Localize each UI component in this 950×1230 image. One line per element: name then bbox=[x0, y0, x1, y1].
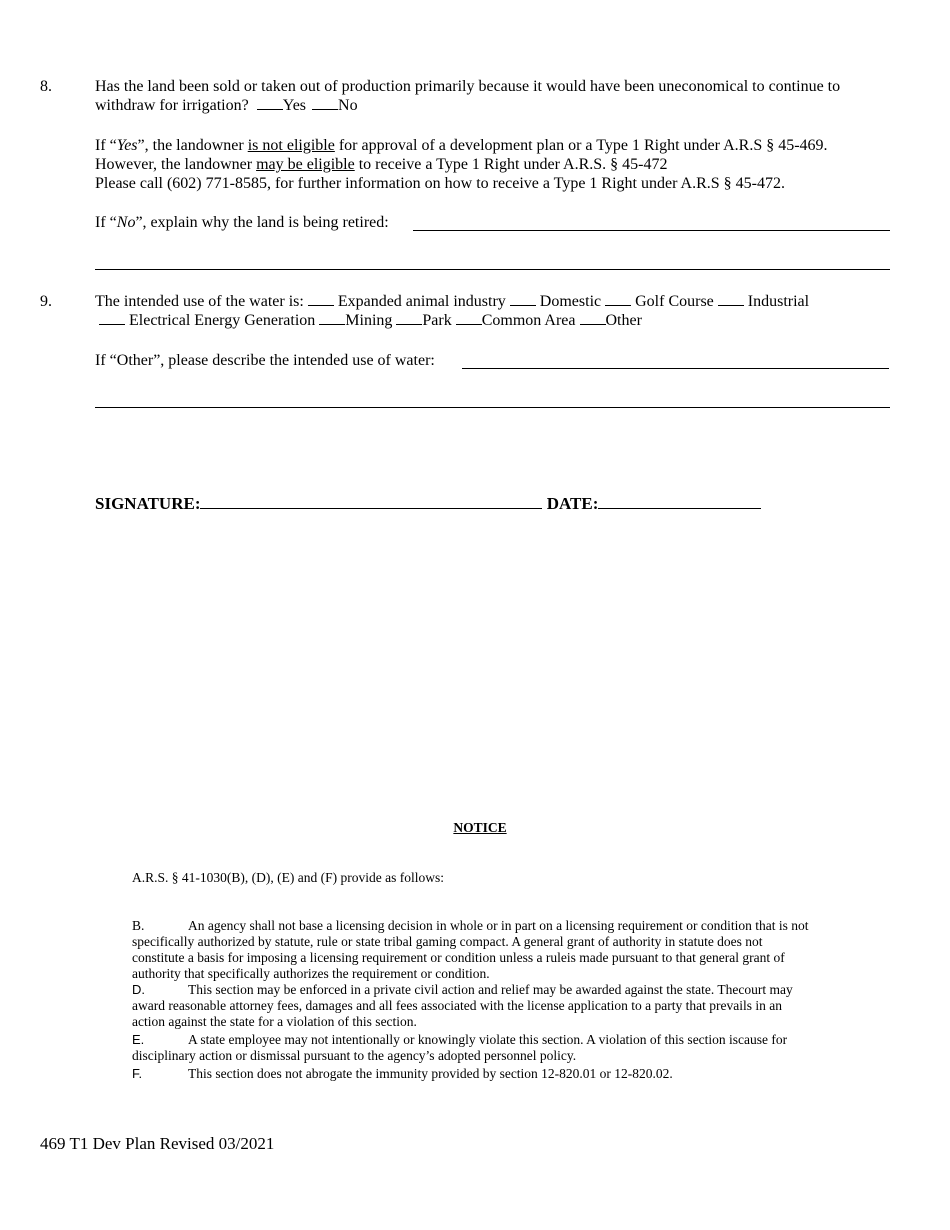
q8-may-be-eligible: may be eligible bbox=[256, 156, 355, 173]
q8-however-prefix: However, the landowner bbox=[95, 156, 257, 173]
notice-item-label: D. bbox=[132, 982, 145, 997]
q9-park-label: Park bbox=[422, 312, 452, 329]
notice-intro: A.R.S. § 41-1030(B), (D), (E) and (F) provide as follows: bbox=[132, 870, 444, 885]
notice-item-label: F. bbox=[132, 1066, 143, 1081]
q8-call-line: Please call (602) 771-8585, for further information on how to receive a Type 1 Right under A.R.S § 45-472. bbox=[95, 175, 785, 192]
q8-yes-prefix: If “ bbox=[95, 137, 117, 154]
q8-number: 8. bbox=[40, 78, 52, 95]
q9-park-blank[interactable] bbox=[396, 311, 422, 325]
q9-golf-blank[interactable] bbox=[605, 292, 631, 306]
notice-title: NOTICE bbox=[453, 820, 507, 835]
q9-golf-label: Golf Course bbox=[635, 293, 714, 310]
q9-intro: The intended use of the water is: bbox=[95, 293, 304, 310]
q8-yes-label: Yes bbox=[282, 97, 307, 114]
notice-item-text: An agency shall not base a licensing decision in whole or in part on a licensing requirement or condition that is not specifically authorized by statute, rule or state tribal gaming compact. A general grant of authority in statute does not constitute a basis for imposing a licensing requirement or condition unless a ruleis made pursuant to that general grant of authority that specifically authorizes the requirement or condition. bbox=[132, 918, 809, 981]
q8-no-rest: ”, explain why the land is being retired: bbox=[135, 214, 389, 231]
notice-item-f bbox=[132, 1066, 812, 1082]
q9-electrical-blank[interactable] bbox=[99, 311, 125, 325]
q9-other-prompt: If “Other”, please describe the intended use of water: bbox=[95, 352, 435, 369]
q9-other-description-line2[interactable] bbox=[95, 407, 890, 408]
q9-other-description-field[interactable] bbox=[462, 368, 889, 369]
q9-common-blank[interactable] bbox=[456, 311, 482, 325]
q8-no-blank[interactable] bbox=[312, 96, 338, 110]
q9-domestic-blank[interactable] bbox=[510, 292, 536, 306]
q9-industrial-blank[interactable] bbox=[718, 292, 744, 306]
notice-item-text: A state employee may not intentionally or knowingly violate this section. A violation of this section iscause for disciplinary action or dismissal pursuant to the agency’s adopted personnel policy. bbox=[132, 1032, 788, 1063]
notice-item-d bbox=[132, 982, 812, 1030]
signature-label: SIGNATURE: bbox=[95, 494, 201, 513]
q9-domestic-label: Domestic bbox=[539, 293, 602, 310]
q9-industrial-label: Industrial bbox=[747, 293, 810, 310]
q9-options-line2 bbox=[99, 311, 642, 330]
notice-item-text: This section does not abrogate the immunity provided by section 12-820.01 or 12-820.02. bbox=[188, 1066, 673, 1081]
q8-not-eligible: is not eligible bbox=[247, 137, 335, 154]
notice-item-label: B. bbox=[132, 918, 145, 933]
q8-question-line1: Has the land been sold or taken out of production primarily because it would have been uneconomical to continue to bbox=[95, 78, 841, 95]
q8-retired-reason-field[interactable] bbox=[413, 230, 890, 231]
notice-item-label: E. bbox=[132, 1032, 145, 1047]
q8-question-line2 bbox=[95, 96, 358, 115]
q9-mining-blank[interactable] bbox=[319, 311, 345, 325]
date-field[interactable] bbox=[598, 494, 761, 509]
notice-item-b bbox=[132, 918, 812, 982]
notice-item-text: This section may be enforced in a private civil action and relief may be awarded against the state. Thecourt may award reasonable attorney fees, damages and all fees associated with the license application to a party that prevails in an action against the state for a violation of this section. bbox=[132, 982, 793, 1029]
q8-no-explanation bbox=[95, 213, 389, 232]
q8-yes-rest: for approval of a development plan or a Type 1 Right under A.R.S § 45-469. bbox=[334, 137, 828, 154]
date-label: DATE: bbox=[546, 494, 599, 513]
signature-field[interactable] bbox=[200, 494, 542, 509]
q9-mining-label: Mining bbox=[345, 312, 393, 329]
q8-yes-blank[interactable] bbox=[257, 96, 283, 110]
q9-number: 9. bbox=[40, 293, 52, 310]
q9-common-label: Common Area bbox=[481, 312, 576, 329]
q8-however-line bbox=[95, 155, 667, 174]
q9-other-label: Other bbox=[605, 312, 642, 329]
q8-retired-reason-line2[interactable] bbox=[95, 269, 890, 270]
q9-other-blank[interactable] bbox=[580, 311, 606, 325]
notice-item-e bbox=[132, 1032, 812, 1064]
q9-animal-label: Expanded animal industry bbox=[337, 293, 506, 310]
footer-revision: 469 T1 Dev Plan Revised 03/2021 bbox=[40, 1134, 275, 1153]
q8-no-label: No bbox=[338, 97, 358, 114]
signature-row bbox=[95, 494, 761, 514]
q8-no-word: No bbox=[116, 214, 136, 231]
q8-no-prefix: If “ bbox=[95, 214, 117, 231]
q9-animal-blank[interactable] bbox=[308, 292, 334, 306]
q8-however-rest: to receive a Type 1 Right under A.R.S. § 45-472 bbox=[354, 156, 668, 173]
q8-question-text: withdraw for irrigation? bbox=[95, 97, 249, 114]
q8-yes-word: Yes bbox=[116, 137, 138, 154]
q9-electrical-label: Electrical Energy Generation bbox=[129, 312, 316, 329]
q9-options-line1 bbox=[95, 292, 809, 311]
q8-yes-mid: ”, the landowner bbox=[137, 137, 248, 154]
q8-yes-explanation bbox=[95, 136, 828, 155]
